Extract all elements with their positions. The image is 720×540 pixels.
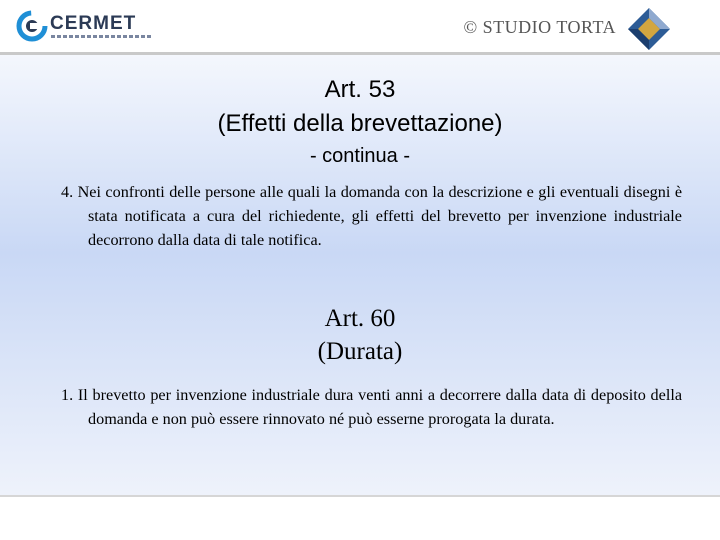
article-60-paragraph: 1. Il brevetto per invenzione industriale dura venti anni a decorrere dalla data di deposito della domanda e non può essere rinnovato né può esserne prorogata la durata. xyxy=(61,386,682,428)
footer-divider xyxy=(0,495,720,497)
studio-torta-logo-icon xyxy=(626,6,672,52)
logo-tagline-decoration xyxy=(51,35,151,38)
cermet-logo-text: CERMET xyxy=(50,13,137,34)
cermet-logo xyxy=(16,10,140,44)
article-60-title: Art. 60 xyxy=(324,305,396,332)
article-53-subtitle: (Effetti della brevettazione) xyxy=(217,110,503,137)
header xyxy=(0,0,720,54)
cermet-logo-icon xyxy=(16,10,50,44)
article-60-subtitle: (Durata) xyxy=(317,338,403,365)
article-53-title: Art. 53 xyxy=(324,76,396,103)
continuation-label: - continua - xyxy=(309,145,411,167)
studio-torta-brand: © STUDIO TORTA xyxy=(463,17,616,37)
article-53-paragraph: 4. Nei confronti delle persone alle quali la domanda con la descrizione e gli eventuali disegni è stata notificata a cura del richiedente, gli effetti del brevetto per invenzione industriale decorrono dalla data di tale notifica. xyxy=(61,183,682,249)
